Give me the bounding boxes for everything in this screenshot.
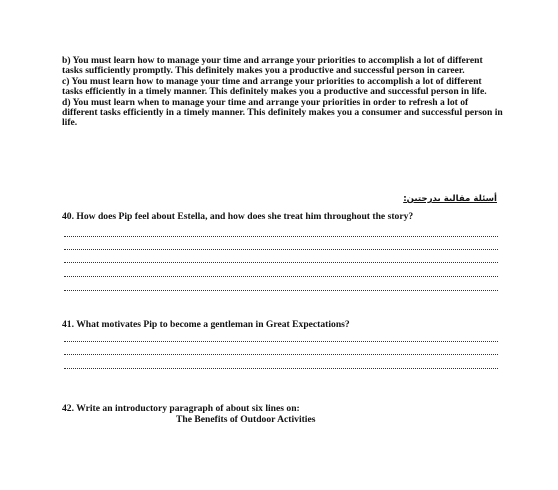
- option-d: d) You must learn when to manage your time and arrange your priorities in order to refresh a lot of different tasks efficiently in a timely manner. This definitely makes you a consumer and successful person in life.: [62, 96, 503, 129]
- answer-line: [64, 341, 498, 342]
- answer-options: [62, 56, 504, 129]
- answer-line: [64, 249, 498, 250]
- question-41: 41. What motivates Pip to become a gentleman in Great Expectations?: [62, 319, 350, 330]
- answer-line: [64, 262, 498, 263]
- answer-line: [64, 290, 498, 291]
- option-c: c) You must learn how to manage your time and arrange your priorities to accomplish a lot of different tasks efficiently in a timely manner. This definitely makes you a productive and successful person in life.: [62, 75, 487, 98]
- option-b: b) You must learn how to manage your time and arrange your priorities to accomplish a lot of different tasks sufficiently promptly. This definitely makes you a productive and successful person in career.: [62, 55, 483, 77]
- answer-line: [64, 354, 498, 355]
- answer-line: [64, 276, 498, 277]
- answer-line: [64, 368, 498, 369]
- essay-section-heading: أسئلة مقالية بدرجتين:: [403, 194, 497, 204]
- question-42: 42. Write an introductory paragraph of about six lines on:: [62, 403, 300, 414]
- answer-line: [64, 236, 498, 237]
- question-40: 40. How does Pip feel about Estella, and how does she treat him throughout the story?: [62, 211, 414, 222]
- essay-topic: The Benefits of Outdoor Activities: [176, 414, 316, 425]
